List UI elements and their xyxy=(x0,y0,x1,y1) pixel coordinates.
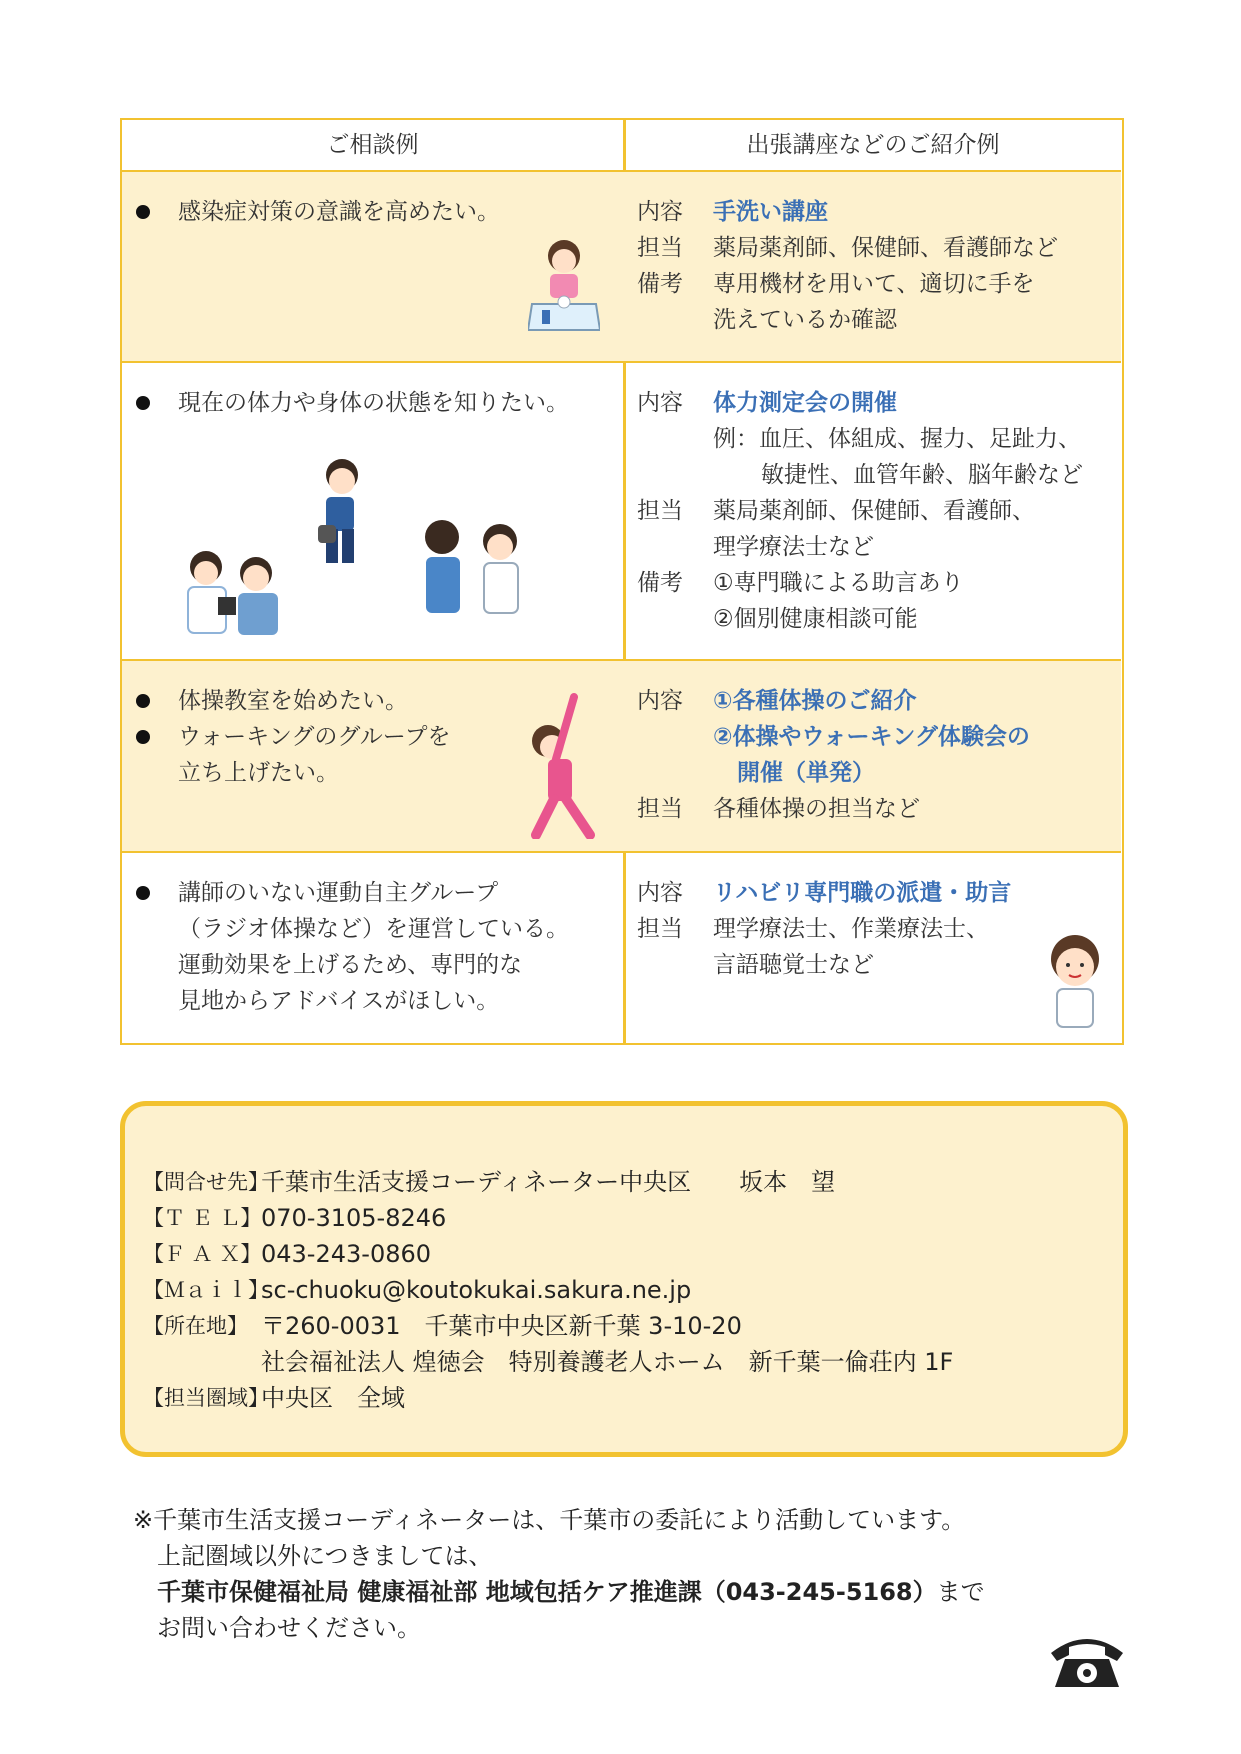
staff-label: 担当 xyxy=(637,916,683,942)
list-item: 感染症対策の意識を高めたい。 xyxy=(134,194,500,230)
table-row xyxy=(122,851,1121,1042)
staff-value: 理学療法士、作業療法士、 xyxy=(713,916,989,942)
mail-address[interactable]: sc-chuoku@koutokukai.sakura.ne.jp xyxy=(261,1276,692,1304)
table-row xyxy=(122,170,1121,361)
list-item: 体操教室を始めたい。 xyxy=(134,683,451,719)
header-lecture-examples: 出張講座などのご紹介例 xyxy=(746,132,1000,158)
handwashing-child-illustration xyxy=(528,234,600,342)
consultation-cell xyxy=(122,172,623,361)
telephone-icon xyxy=(1045,1631,1129,1691)
lecture-title: 開催（単発） xyxy=(737,760,875,786)
content-label: 内容 xyxy=(637,199,683,225)
footnote-line: ※千葉市生活支援コーディネーターは、千葉市の委託により活動しています。 xyxy=(133,1506,966,1534)
staff-label: 担当 xyxy=(637,796,683,822)
content-label: 内容 xyxy=(637,390,683,416)
list-item: 現在の体力や身体の状態を知りたい。 xyxy=(134,385,569,421)
lecture-title: 手洗い講座 xyxy=(713,199,828,225)
address-line: 【所在地】 〒260-0031 千葉市中央区新千葉 3-10-20 xyxy=(143,1312,742,1340)
staff-value: 理学療法士など xyxy=(713,534,874,560)
area-line: 【担当圏域】 中央区 全域 xyxy=(143,1384,405,1412)
remarks-value: 洗えているか確認 xyxy=(713,307,897,333)
remarks-value: 専用機材を用いて、適切に手を xyxy=(713,271,1035,297)
footnote-line: お問い合わせください。 xyxy=(157,1614,421,1642)
tel-line: 【Ｔ Ｅ Ｌ】 070-3105-8246 xyxy=(143,1204,447,1232)
lecture-title: 体力測定会の開催 xyxy=(713,390,897,416)
footnote xyxy=(133,1502,985,1646)
contact-info-box xyxy=(120,1101,1128,1457)
lecture-title: リハビリ専門職の派遣・助言 xyxy=(713,880,1012,906)
footnote-line: 上記圏域以外につきましては、 xyxy=(157,1542,493,1570)
remarks-label: 備考 xyxy=(637,271,683,297)
content-label: 内容 xyxy=(637,880,683,906)
tel-number[interactable]: 070-3105-8246 xyxy=(261,1204,447,1232)
consultation-cell xyxy=(122,853,623,1042)
lecture-cell xyxy=(625,853,1121,1042)
fax-number: 043-243-0860 xyxy=(261,1240,432,1268)
lecture-title: ①各種体操のご紹介 xyxy=(713,688,917,714)
mail-line: 【Ｍａｉｌ】 sc-chuoku@koutokukai.sakura.ne.jp xyxy=(143,1276,692,1304)
staff-label: 担当 xyxy=(637,498,683,524)
example-text: 例：血圧、体組成、握力、足趾力、 xyxy=(713,426,1081,452)
remarks-value: ①専門職による助言あり xyxy=(713,570,964,596)
consultation-cell xyxy=(122,363,623,659)
staff-value: 各種体操の担当など xyxy=(713,796,920,822)
fax-line: 【Ｆ Ａ Ｘ】 043-243-0860 xyxy=(143,1240,432,1268)
table-row xyxy=(122,361,1121,659)
lecture-cell xyxy=(625,363,1121,659)
address-line-2: 社会福祉法人 煌徳会 特別養護老人ホーム 新千葉一倫荘内 1F xyxy=(261,1348,954,1376)
consultation-table xyxy=(120,118,1124,1045)
lecture-title: ②体操やウォーキング体験会の xyxy=(713,724,1030,750)
staff-value: 薬局薬剤師、保健師、看護師、 xyxy=(713,498,1035,524)
footnote-line: 千葉市保健福祉局 健康福祉部 地域包括ケア推進課（043-245-5168）まで xyxy=(157,1578,985,1606)
therapist-illustration xyxy=(1043,933,1107,1029)
header-consultation-examples: ご相談例 xyxy=(326,132,419,158)
inquiry-line: 【問合せ先】 千葉市生活支援コーディネーター中央区 坂本 望 xyxy=(143,1168,836,1196)
content-label: 内容 xyxy=(637,688,683,714)
remarks-value: ②個別健康相談可能 xyxy=(713,606,918,632)
example-text: 敏捷性、血管年齢、脳年齢など xyxy=(761,462,1083,488)
staff-value: 言語聴覚士など xyxy=(713,952,874,978)
staff-label: 担当 xyxy=(637,235,683,261)
health-check-illustration xyxy=(182,457,562,647)
list-item: 講師のいない運動自主グループ （ラジオ体操など）を運営している。 運動効果を上げるため、専門的な 見地からアドバイスがほしい。 xyxy=(134,875,569,1019)
staff-value: 薬局薬剤師、保健師、看護師など xyxy=(713,235,1058,261)
stretching-woman-illustration xyxy=(526,689,606,839)
lecture-cell xyxy=(625,172,1121,361)
remarks-label: 備考 xyxy=(637,570,683,596)
list-item: ウォーキングのグループを 立ち上げたい。 xyxy=(134,719,451,791)
table-row xyxy=(122,659,1121,851)
department-contact: 千葉市保健福祉局 健康福祉部 地域包括ケア推進課（043-245-5168） xyxy=(157,1578,937,1606)
lecture-cell xyxy=(625,661,1121,851)
consultation-cell xyxy=(122,661,623,851)
